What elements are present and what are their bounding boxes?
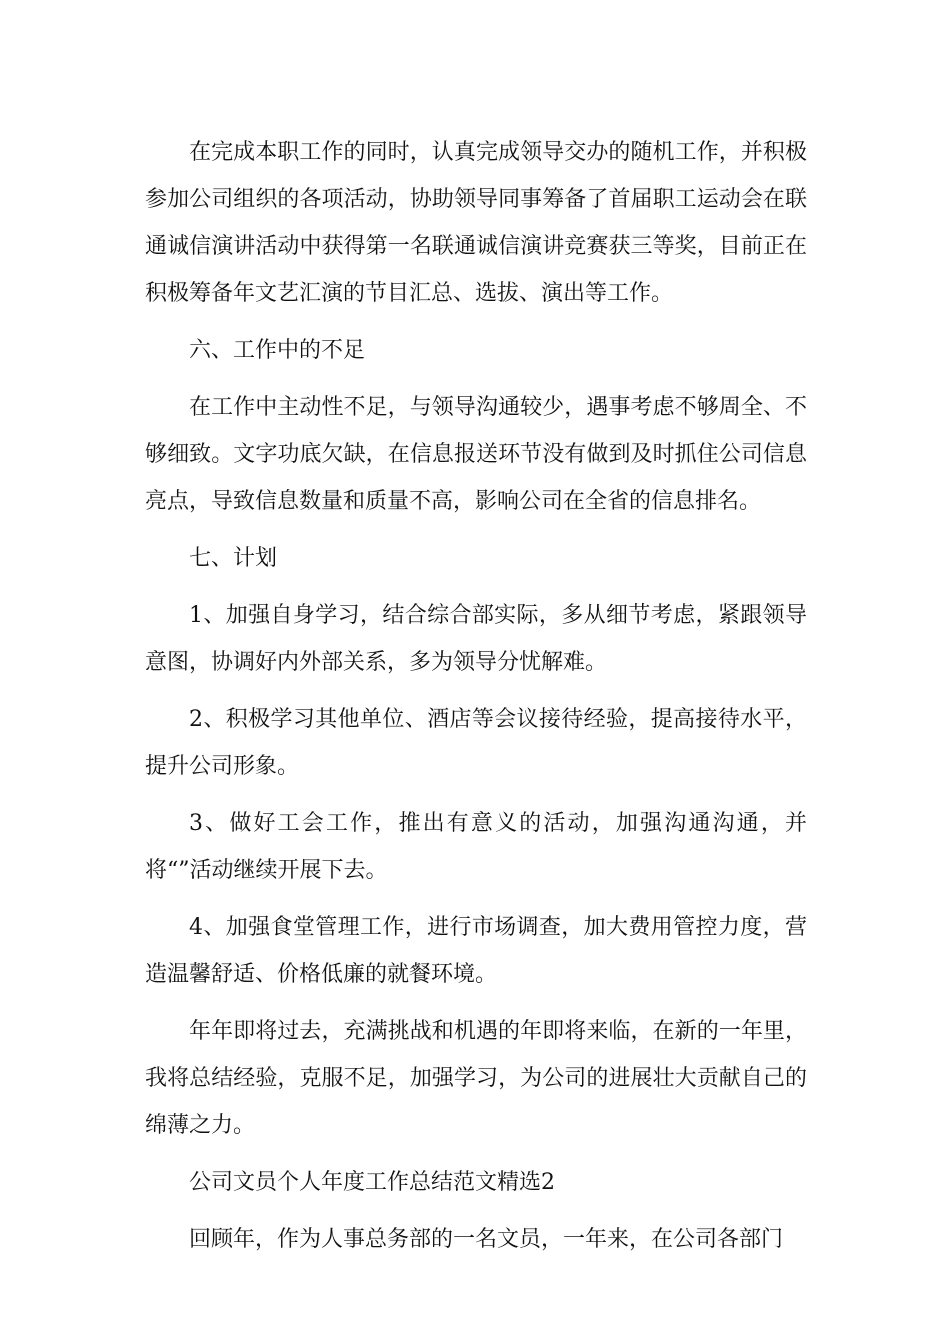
plan-item-2: 2、积极学习其他单位、酒店等会议接待经验，提高接待水平，提升公司形象。 (145, 707, 807, 779)
paragraph-closing: 年年即将过去，充满挑战和机遇的年即将来临，在新的一年里，我将总结经验，克服不足，加强学习，为公司的进展壮大贡献自己的绵薄之力。 (145, 1019, 807, 1138)
heading-plan: 七、计划 (189, 546, 278, 571)
document-body (145, 129, 807, 1273)
plan-item-4: 4、加强食堂管理工作，进行市场调查，加大费用管控力度，营造温馨舒适、价格低廉的就餐环境。 (145, 915, 807, 987)
plan-item-1: 1、加强自身学习，结合综合部实际，多从细节考虑，紧跟领导意图，协调好内外部关系，多为领导分忧解难。 (145, 603, 807, 675)
heading-shortcomings: 六、工作中的不足 (189, 338, 366, 363)
plan-item-3: 3、做好工会工作，推出有意义的活动，加强沟通沟通，并将“”活动继续开展下去。 (145, 811, 807, 883)
paragraph-shortcomings: 在工作中主动性不足，与领导沟通较少，遇事考虑不够周全、不够细致。文字功底欠缺，在信息报送环节没有做到及时抓住公司信息亮点，导致信息数量和质量不高，影响公司在全省的信息排名。 (145, 395, 807, 514)
section-title-2: 公司文员个人年度工作总结范文精选2 (189, 1170, 555, 1195)
paragraph-review: 回顾年，作为人事总务部的一名文员，一年来，在公司各部门 (189, 1227, 784, 1252)
paragraph-duties: 在完成本职工作的同时，认真完成领导交办的随机工作，并积极参加公司组织的各项活动，协助领导同事筹备了首届职工运动会在联通诚信演讲活动中获得第一名联通诚信演讲竞赛获三等奖，目前正在积极筹备年文艺汇演的节目汇总、选拔、演出等工作。 (145, 140, 807, 306)
